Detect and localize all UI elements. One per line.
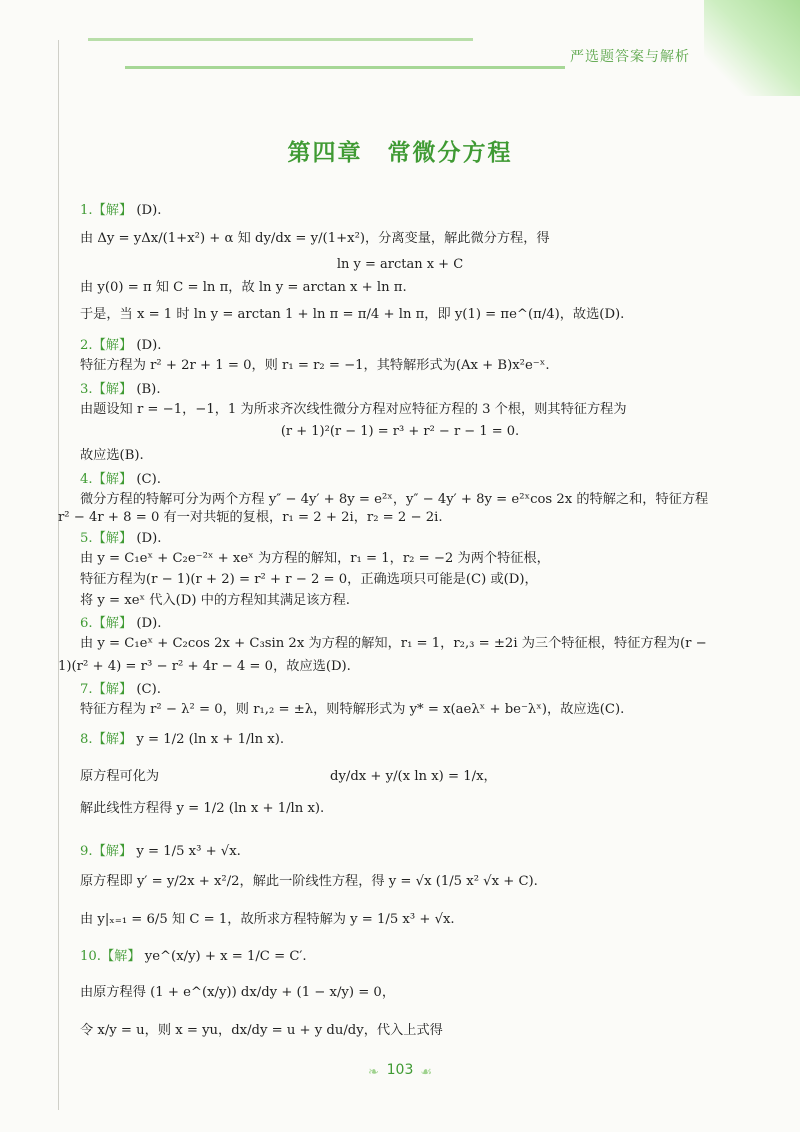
line-text: (r + 1)²(r − 1) = r³ + r² − r − 1 = 0. [280,424,520,439]
line-text: 1)(r² + 4) = r³ − r² + 4r − 4 = 0，故应选(D). [58,659,351,674]
line-text: ye^(x/y) + x = 1/C = C′. [140,949,307,964]
line-text: (D). [132,203,162,218]
line-text: 微分方程的特解可分为两个方程 y″ − 4y′ + 8y = e²ˣ，y″ − 4y′ + 8y = e²ˣcos 2x 的特解之和，特征方程 [80,492,709,507]
line-text: (D). [132,531,162,546]
solution-line [80,592,350,610]
line-text: ln y = arctan x + C [336,257,464,272]
line-text: (C). [132,682,161,697]
line-text: y = 1/5 x³ + √x. [132,844,241,859]
header-section-text: 严选题答案与解析 [570,49,690,65]
solution-line [80,1022,443,1040]
answer-heading [80,615,161,633]
header-decor-bar [88,38,473,41]
leaf-icon: ❧ [368,1065,379,1080]
answer-heading [80,681,161,699]
answer-heading [80,948,307,966]
leaf-icon: ☙ [420,1065,432,1080]
answer-heading [80,471,161,489]
answer-tag: 3.【解】 [80,382,133,397]
answer-heading [80,381,161,399]
line-text: 令 x/y = u，则 x = yu，dx/dy = u + y du/dy，代入上式得 [80,1023,443,1038]
page-number-badge [368,1062,432,1084]
solution-line [58,658,351,676]
line-text: 由 Δy = yΔx/(1+x²) + α 知 dy/dx = y/(1+x²)，分离变量，解此微分方程，得 [80,231,550,246]
line-text: 由 y|ₓ₌₁ = 6/5 知 C = 1，故所求方程特解为 y = 1/5 x³ + √x. [80,912,455,927]
line-text: 由 y = C₁eˣ + C₂cos 2x + C₃sin 2x 为方程的解知，r₁ = 1，r₂,₃ = ±2i 为三个特征根，特征方程为(r − [80,636,707,651]
answer-tag: 9.【解】 [80,844,133,859]
solution-line [80,491,708,509]
answer-tag: 10.【解】 [80,949,141,964]
solution-line [80,279,407,297]
answer-heading [80,731,284,749]
chapter-title: 第四章 常微分方程 [287,140,513,166]
answer-tag: 2.【解】 [80,338,133,353]
page-number: 103 [386,1062,414,1078]
line-text: 由题设知 r = −1，−1，1 为所求齐次线性微分方程对应特征方程的 3 个根，则其特征方程为 [80,402,627,417]
line-text: 特征方程为 r² + 2r + 1 = 0，则 r₁ = r₂ = −1，其特解形式为(Ax + B)x²e⁻ˣ. [80,358,550,373]
line-text: dy/dx + y/(x ln x) = 1/x， [330,769,497,784]
line-text: 特征方程为 r² − λ² = 0，则 r₁,₂ = ±λ，则特解形式为 y* = x(aeλˣ + be⁻λˣ)，故应选(C). [80,702,625,717]
line-text: 于是，当 x = 1 时 ln y = arctan 1 + ln π = π/4 + ln π，即 y(1) = πe^(π/4)，故选(D). [80,307,625,322]
solution-line [80,984,395,1002]
solution-line [80,635,707,653]
solution-line [80,911,455,929]
solution-line [80,357,550,375]
solution-line [0,424,800,439]
line-text: 由 y(0) = π 知 C = ln π，故 ln y = arctan x + ln π. [80,280,407,295]
answer-tag: 4.【解】 [80,472,133,487]
solution-line [80,230,550,248]
answer-tag: 8.【解】 [80,732,133,747]
answer-tag: 1.【解】 [80,203,133,218]
line-text: 由原方程得 (1 + e^(x/y)) dx/dy + (1 − x/y) = 0， [80,985,396,1000]
solution-line [80,550,550,568]
line-text: 将 y = xeˣ 代入(D) 中的方程知其满足该方程. [80,593,350,608]
line-text: (D). [132,338,162,353]
line-text: 原方程即 y′ = y/2x + x²/2，解此一阶线性方程，得 y = √x (1/5 x² √x + C). [80,874,538,889]
line-text: (C). [132,472,161,487]
line-text: y = 1/2 (ln x + 1/ln x). [132,732,285,747]
solution-line [80,401,627,419]
answer-heading [80,337,161,355]
solution-line [0,257,800,272]
solution-line [80,800,324,818]
line-text: 原方程可化为 [80,769,160,784]
solution-line [80,571,538,589]
answer-heading [80,530,161,548]
answer-tag: 6.【解】 [80,616,133,631]
answer-heading [80,843,241,861]
line-text: (D). [132,616,162,631]
binding-edge [58,40,59,1110]
solution-line [80,701,624,719]
solution-line [80,873,538,891]
header-decor-bar [125,66,565,69]
solution-line [80,768,159,786]
answer-heading [80,202,161,220]
solution-line [330,768,497,786]
solution-line [80,306,624,324]
line-text: r² − 4r + 8 = 0 有一对共轭的复根，r₁ = 2 + 2i，r₂ = 2 − 2i. [58,510,443,525]
answer-tag: 7.【解】 [80,682,133,697]
answer-tag: 5.【解】 [80,531,133,546]
line-text: 解此线性方程得 y = 1/2 (ln x + 1/ln x). [80,801,325,816]
solution-line [80,447,144,465]
solution-line [58,509,443,527]
line-text: 故应选(B). [80,448,144,463]
header-corner-decor [704,0,800,96]
line-text: 由 y = C₁eˣ + C₂e⁻²ˣ + xeˣ 为方程的解知，r₁ = 1，r₂ = −2 为两个特征根， [80,551,550,566]
line-text: 特征方程为(r − 1)(r + 2) = r² + r − 2 = 0，正确选项只可能是(C) 或(D)， [80,572,538,587]
line-text: (B). [132,382,161,397]
